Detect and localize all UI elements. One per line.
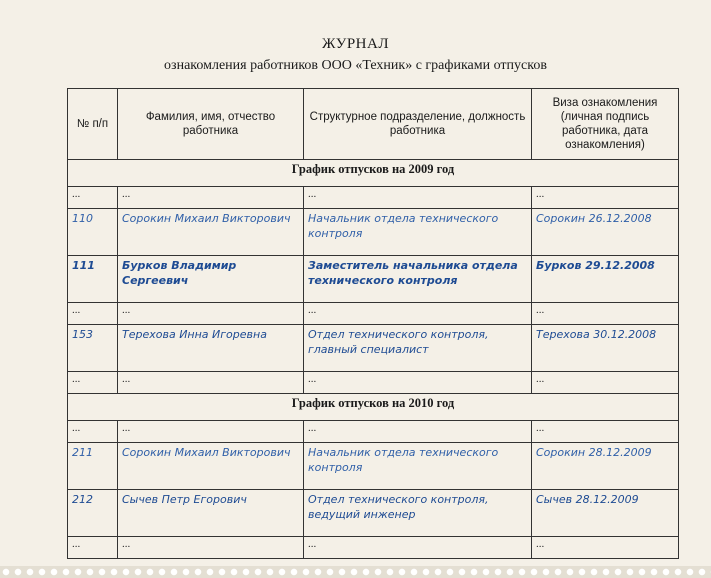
perforated-edge xyxy=(0,566,711,578)
section-row-2009 xyxy=(68,160,679,187)
cell-name: ... xyxy=(118,303,304,325)
table-row xyxy=(68,209,679,256)
section-title-2010: График отпусков на 2010 год xyxy=(68,394,679,421)
cell-name: Терехова Инна Игоревна xyxy=(118,325,304,372)
cell-number: 111 xyxy=(68,256,118,303)
cell-department: ... xyxy=(304,303,532,325)
cell-name: Сычев Петр Егорович xyxy=(118,490,304,537)
table-row xyxy=(68,421,679,443)
table-row xyxy=(68,372,679,394)
cell-department: Отдел технического контроля, ведущий инженер xyxy=(304,490,532,537)
cell-name: ... xyxy=(118,187,304,209)
cell-department: ... xyxy=(304,372,532,394)
cell-name: Сорокин Михаил Викторович xyxy=(118,209,304,256)
column-header-name: Фамилия, имя, отчество работника xyxy=(118,89,304,160)
cell-visa: Сорокин 28.12.2009 xyxy=(532,443,679,490)
cell-number: 212 xyxy=(68,490,118,537)
cell-visa: Бурков 29.12.2008 xyxy=(532,256,679,303)
cell-name: Бурков Владимир Сергеевич xyxy=(118,256,304,303)
table-row xyxy=(68,443,679,490)
cell-department: Начальник отдела технического контроля xyxy=(304,443,532,490)
table-row xyxy=(68,187,679,209)
cell-visa: Сычев 28.12.2009 xyxy=(532,490,679,537)
cell-name: ... xyxy=(118,421,304,443)
cell-number: ... xyxy=(68,537,118,559)
document-title: ЖУРНАЛ xyxy=(321,36,390,52)
document-subtitle: ознакомления работников ООО «Техник» с графиками отпусков xyxy=(164,58,547,73)
cell-visa: ... xyxy=(532,187,679,209)
cell-number: ... xyxy=(68,187,118,209)
column-header-number: № п/п xyxy=(68,89,118,160)
table-row xyxy=(68,325,679,372)
cell-department: Начальник отдела технического контроля xyxy=(304,209,532,256)
section-title-2009: График отпусков на 2009 год xyxy=(68,160,679,187)
cell-number: 110 xyxy=(68,209,118,256)
table-row xyxy=(68,537,679,559)
cell-department: Отдел технического контроля, главный специалист xyxy=(304,325,532,372)
cell-number: ... xyxy=(68,421,118,443)
table-row xyxy=(68,303,679,325)
cell-department: Заместитель начальника отдела технического контроля xyxy=(304,256,532,303)
section-row-2010 xyxy=(68,394,679,421)
table-row xyxy=(68,490,679,537)
cell-visa: Сорокин 26.12.2008 xyxy=(532,209,679,256)
cell-name: ... xyxy=(118,372,304,394)
cell-number: ... xyxy=(68,303,118,325)
cell-visa: ... xyxy=(532,372,679,394)
table-header-row xyxy=(68,89,679,160)
cell-visa: ... xyxy=(532,537,679,559)
cell-name: Сорокин Михаил Викторович xyxy=(118,443,304,490)
cell-name: ... xyxy=(118,537,304,559)
column-header-visa: Виза ознакомления (личная подпись работника, дата ознакомления) xyxy=(532,89,679,160)
cell-number: ... xyxy=(68,372,118,394)
column-header-department: Структурное подразделение, должность работника xyxy=(304,89,532,160)
cell-number: 211 xyxy=(68,443,118,490)
journal-table xyxy=(67,88,679,559)
cell-department: ... xyxy=(304,421,532,443)
cell-visa: Терехова 30.12.2008 xyxy=(532,325,679,372)
table-row xyxy=(68,256,679,303)
cell-number: 153 xyxy=(68,325,118,372)
cell-visa: ... xyxy=(532,421,679,443)
cell-department: ... xyxy=(304,187,532,209)
cell-visa: ... xyxy=(532,303,679,325)
cell-department: ... xyxy=(304,537,532,559)
